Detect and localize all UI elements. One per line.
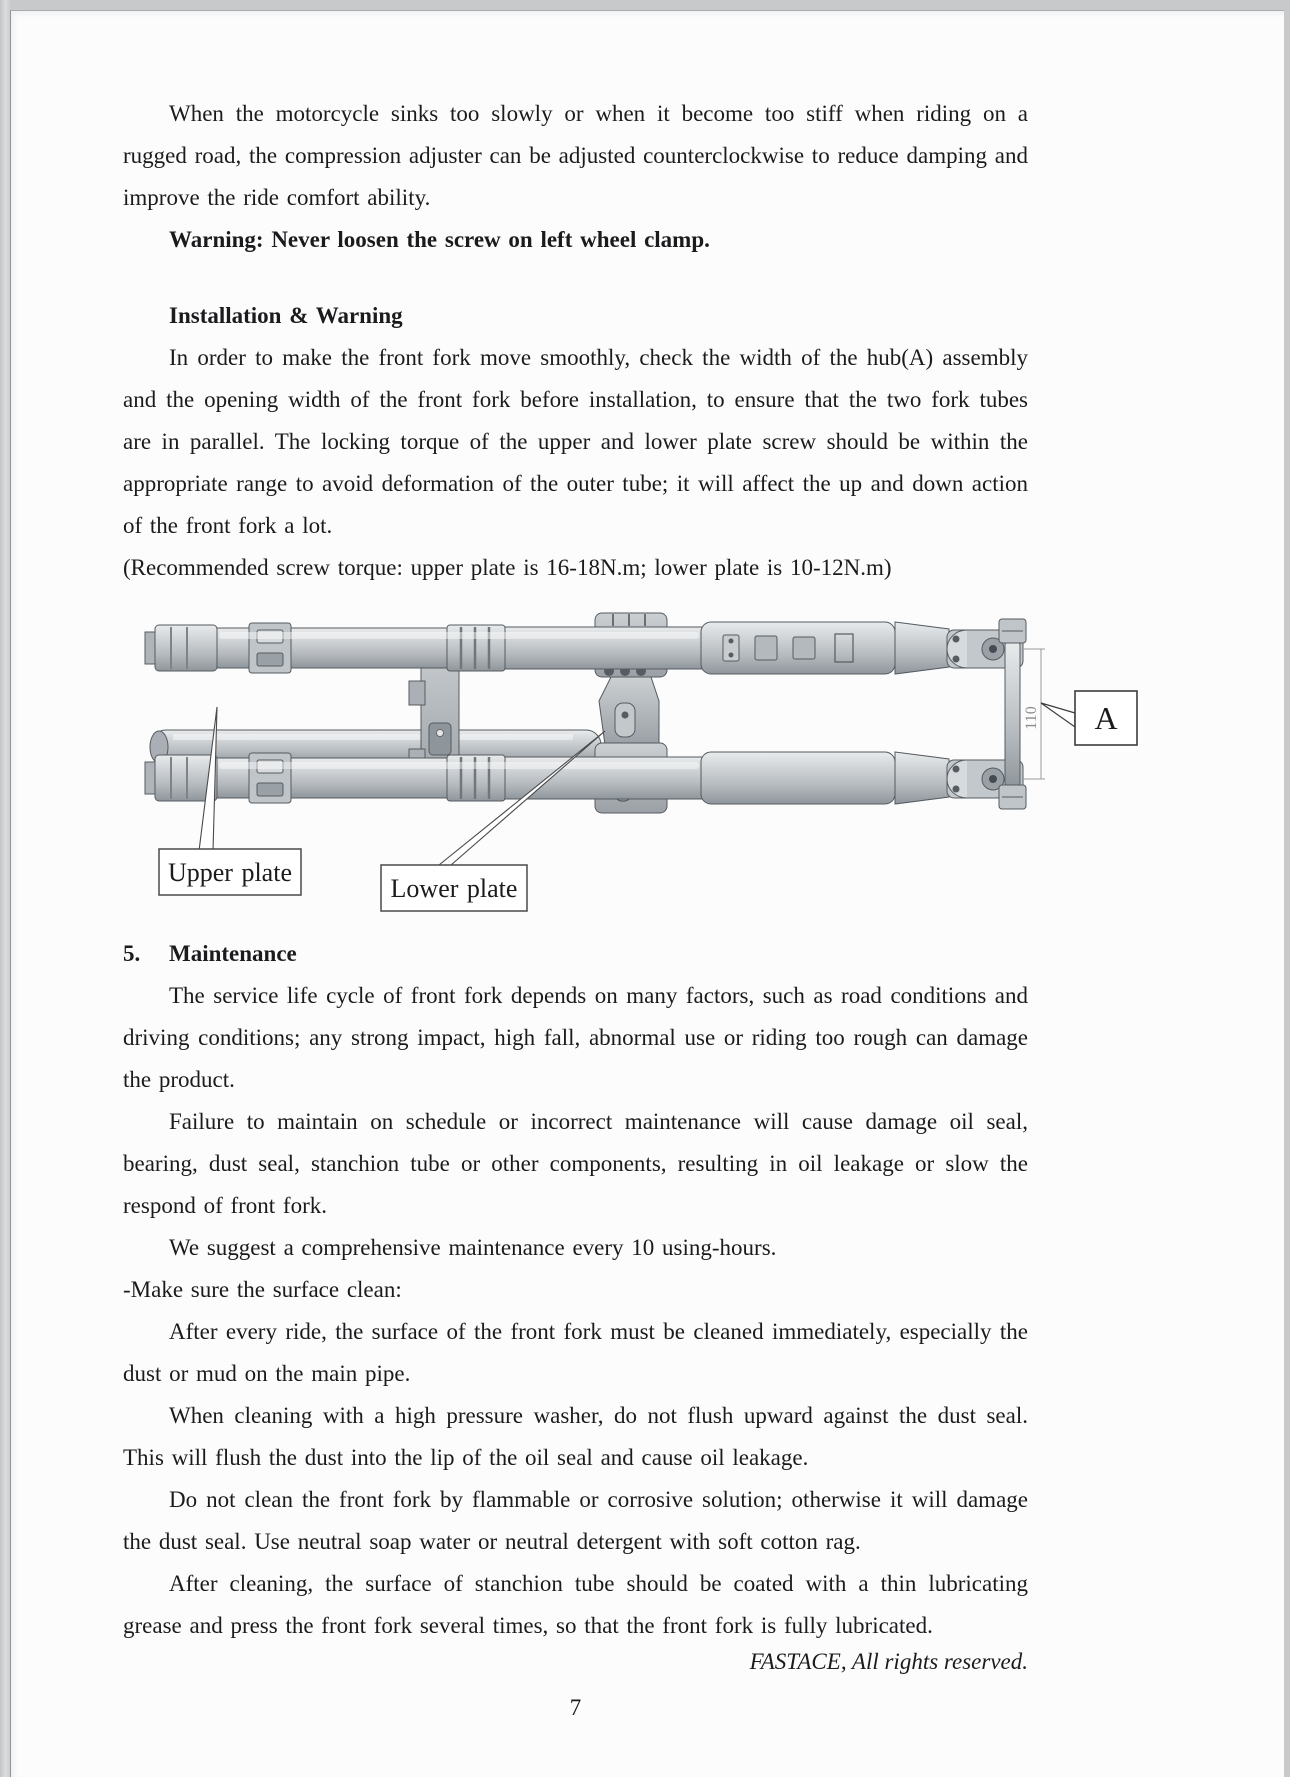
maintenance-heading	[123, 933, 1028, 975]
paragraph-compression-adjuster: When the motorcycle sinks too slowly or when it become too stiff when riding on a rugged road, the compression adjuster can be adjusted counterclockwise to reduce damping and improve the ride comfort ability.	[123, 101, 1028, 210]
document-page	[10, 10, 1284, 1777]
maintenance-paragraph-6: When cleaning with a high pressure washer, do not flush upward against the dust seal. This will flush the dust into the lip of the oil seal and cause oil leakage.	[123, 1403, 1028, 1470]
installation-paragraph: In order to make the front fork move smoothly, check the width of the hub(A) assembly and the opening width of the front fork before installation, to ensure that the two fork tubes are in parallel. The locking torque of the upper and lower plate screw should be within the appropriate range to avoid deformation of the outer tube; it will affect the up and down action of the front fork a lot.	[123, 345, 1028, 538]
a-callout-label: A	[1094, 700, 1118, 736]
dimension-110-text: 110	[1023, 706, 1040, 730]
installation-heading: Installation & Warning	[169, 303, 403, 328]
maintenance-paragraph-4: -Make sure the surface clean:	[123, 1277, 402, 1302]
front-fork-diagram	[143, 603, 1153, 933]
maintenance-paragraph-8: After cleaning, the surface of stanchion tube should be coated with a thin lubricating grease and press the front fork several times, so that the front fork is fully lubricated.	[123, 1571, 1028, 1638]
maintenance-heading-label: Maintenance	[169, 941, 297, 966]
front-fork-illustration	[143, 603, 1153, 933]
maintenance-paragraph-3: We suggest a comprehensive maintenance every 10 using-hours.	[169, 1235, 777, 1260]
maintenance-paragraph-2: Failure to maintain on schedule or incorrect maintenance will cause damage oil seal, bearing, dust seal, stanchion tube or other components, resulting in oil leakage or slow the respond of front fork.	[123, 1109, 1028, 1218]
window-left-edge	[0, 0, 10, 1777]
torque-note: (Recommended screw torque: upper plate is 16-18N.m; lower plate is 10-12N.m)	[123, 555, 892, 580]
maintenance-paragraph-7: Do not clean the front fork by flammable or corrosive solution; otherwise it will damage the dust seal. Use neutral soap water or neutral detergent with soft cotton rag.	[123, 1487, 1028, 1554]
a-callout	[1041, 691, 1137, 745]
maintenance-section-number: 5.	[123, 941, 141, 966]
footer-copyright: FASTACE, All rights reserved.	[749, 1649, 1028, 1674]
maintenance-paragraph-1: The service life cycle of front fork depends on many factors, such as road conditions and driving conditions; any strong impact, high fall, abnormal use or riding too rough can damage the product.	[123, 983, 1028, 1092]
maintenance-paragraph-5: After every ride, the surface of the front fork must be cleaned immediately, especially the dust or mud on the main pipe.	[123, 1319, 1028, 1386]
upper-plate-label: Upper plate	[167, 858, 293, 887]
lower-plate-label: Lower plate	[390, 874, 518, 903]
page-number: 7	[569, 1695, 582, 1720]
page-content	[123, 11, 1118, 1647]
dimension-110	[1023, 649, 1045, 779]
upper-fork-leg	[145, 622, 1023, 674]
lower-fork-leg	[145, 752, 1023, 804]
warning-line: Warning: Never loosen the screw on left wheel clamp.	[169, 227, 710, 252]
